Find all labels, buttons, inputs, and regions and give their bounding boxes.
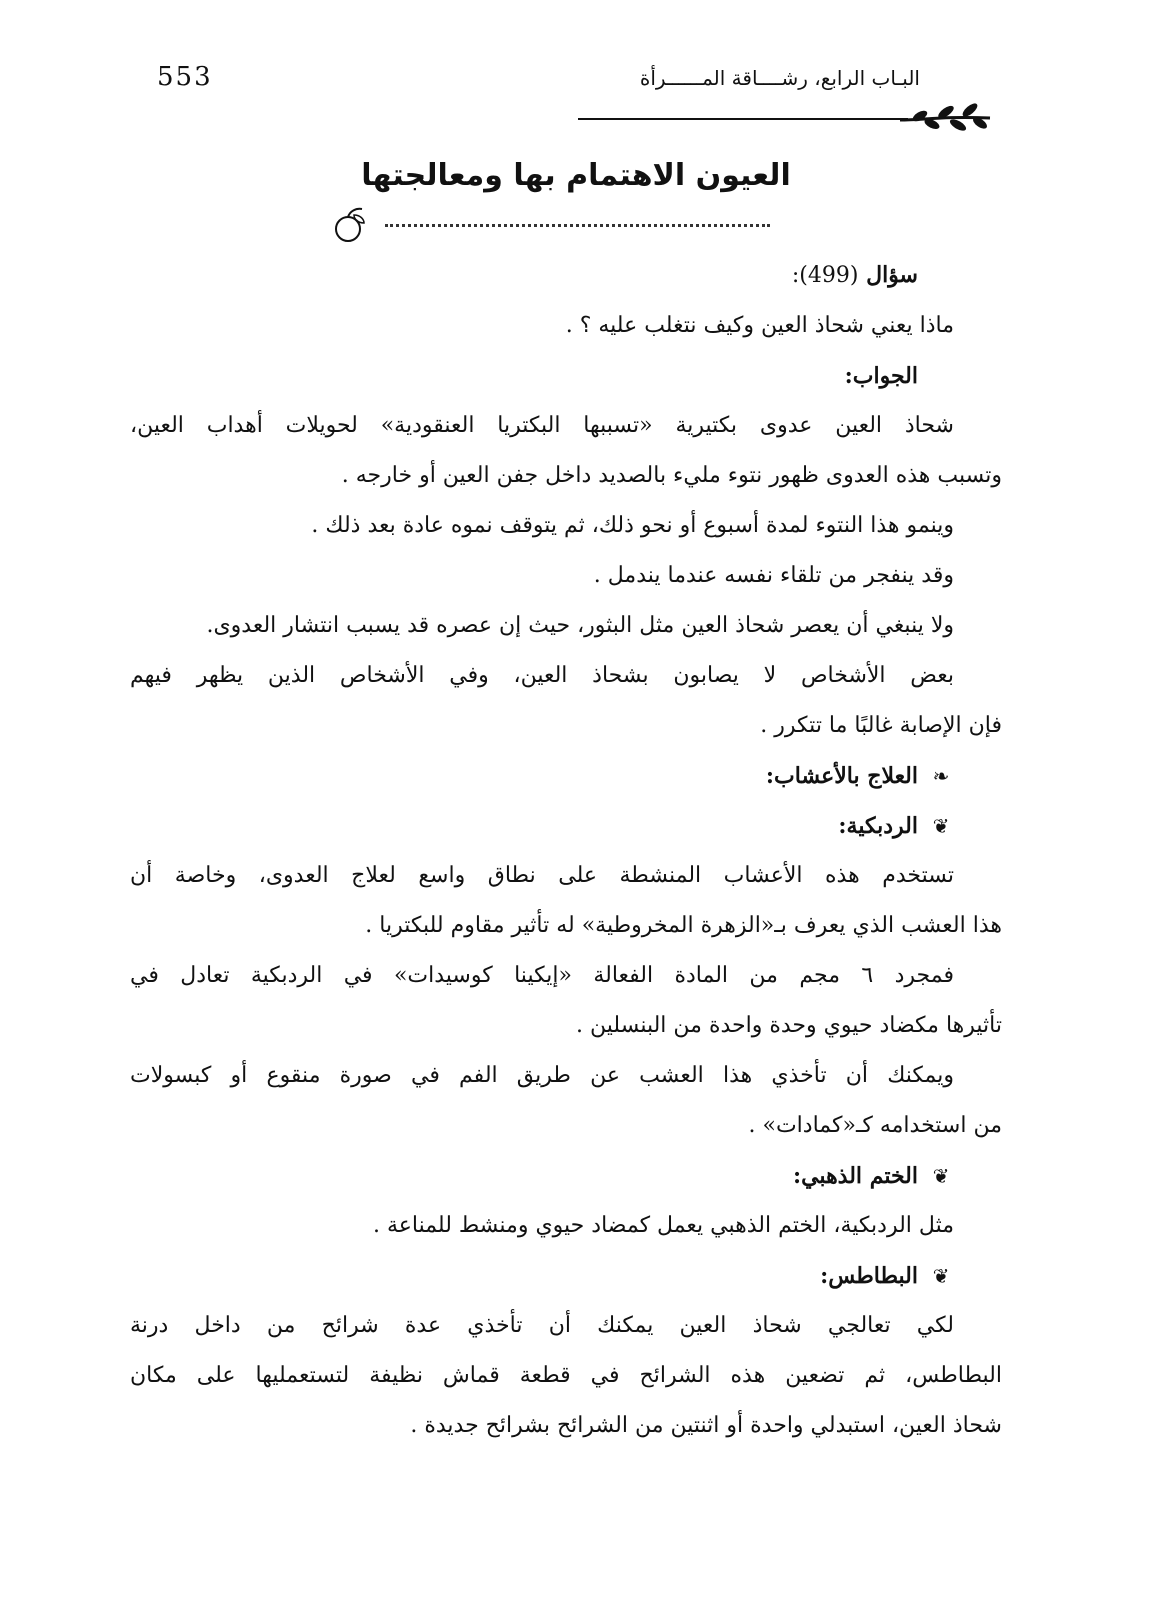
echinacea-heading <box>130 801 1002 851</box>
text-line: لكي تعالجي شحاذ العين يمكنك أن تأخذي عدة شرائح من داخل درنة <box>130 1313 954 1338</box>
page-title: العيون الاهتمام بها ومعالجتها <box>361 158 791 193</box>
running-head: البـاب الرابع، رشــــاقة المــــــرأة <box>639 66 920 90</box>
herbs-heading-label: العلاج بالأعشاب: <box>765 763 918 789</box>
apple-ornament-icon <box>330 205 372 245</box>
answer-paragraph <box>130 401 1002 501</box>
leaf-icon: ❧ <box>932 764 950 788</box>
echinacea-paragraph <box>130 851 1002 951</box>
goldenseal-heading <box>130 1151 1002 1201</box>
page-number: 553 <box>157 62 213 92</box>
text-line: شحاذ العين، استبدلي واحدة أو اثنتين من الشرائح بشرائح جديدة . <box>410 1413 1002 1438</box>
herbs-heading <box>130 751 1002 801</box>
question-heading <box>130 250 1002 301</box>
goldenseal-text: مثل الردبكية، الختم الذهبي يعمل كمضاد حيوي ومنشط للمناعة . <box>372 1213 954 1238</box>
echinacea-paragraph <box>130 1051 1002 1151</box>
potato-heading <box>130 1251 1002 1301</box>
text-line: من استخدامه كـ«كمادات» . <box>748 1113 1002 1138</box>
flourish-icon: ❦ <box>932 1164 950 1188</box>
answer-paragraph <box>130 651 1002 751</box>
question-number: (499): <box>791 263 859 288</box>
text-line: ويمكنك أن تأخذي هذا العشب عن طريق الفم في صورة منقوع أو كبسولات <box>130 1063 954 1088</box>
vine-ornament-icon <box>898 96 994 140</box>
answer-paragraph: وقد ينفجر من تلقاء نفسه عندما يندمل . <box>593 563 954 588</box>
echinacea-heading-label: الردبكية: <box>838 813 918 839</box>
text-line: وتسبب هذه العدوى ظهور نتوء مليء بالصديد داخل جفن العين أو خارجه . <box>341 463 1002 488</box>
text-line: شحاذ العين عدوى بكتيرية «تسببها البكتريا العنقودية» لحويلات أهداب العين، <box>130 413 954 438</box>
dotted-divider <box>385 224 770 227</box>
text-line: البطاطس، ثم تضعين هذه الشرائح في قطعة قماش نظيفة لتستعمليها على مكان <box>130 1363 1002 1388</box>
flourish-icon: ❦ <box>932 1264 950 1288</box>
text-line: فإن الإصابة غالبًا ما تتكرر . <box>760 713 1002 738</box>
text-line: بعض الأشخاص لا يصابون بشحاذ العين، وفي الأشخاص الذين يظهر فيهم <box>130 663 954 688</box>
article-body <box>130 250 1002 1451</box>
answer-paragraph: ولا ينبغي أن يعصر شحاذ العين مثل البثور، حيث إن عصره قد يسبب انتشار العدوى. <box>206 613 954 638</box>
text-line: هذا العشب الذي يعرف بـ«الزهرة المخروطية» له تأثير مقاوم للبكتريا . <box>365 913 1002 938</box>
text-line: فمجرد ٦ مجم من المادة الفعالة «إيكينا كوسيدات» في الردبكية تعادل في <box>130 963 954 988</box>
potato-paragraph <box>130 1301 1002 1451</box>
answer-label: الجواب: <box>844 363 918 389</box>
potato-heading-label: البطاطس: <box>820 1263 918 1289</box>
echinacea-paragraph <box>130 951 1002 1051</box>
text-line: تستخدم هذه الأعشاب المنشطة على نطاق واسع لعلاج العدوى، وخاصة أن <box>130 863 954 888</box>
text-line: تأثيرها مكضاد حيوي وحدة واحدة من البنسلين . <box>576 1013 1002 1038</box>
question-label: سؤال <box>866 262 918 288</box>
answer-paragraph: وينمو هذا النتوء لمدة أسبوع أو نحو ذلك، ثم يتوقف نموه عادة بعد ذلك . <box>311 513 954 538</box>
question-text: ماذا يعني شحاذ العين وكيف نتغلب عليه ؟ . <box>565 313 954 338</box>
flourish-icon: ❦ <box>932 814 950 838</box>
goldenseal-heading-label: الختم الذهبي: <box>792 1163 918 1189</box>
answer-heading <box>130 351 1002 401</box>
header-rule <box>578 118 908 120</box>
